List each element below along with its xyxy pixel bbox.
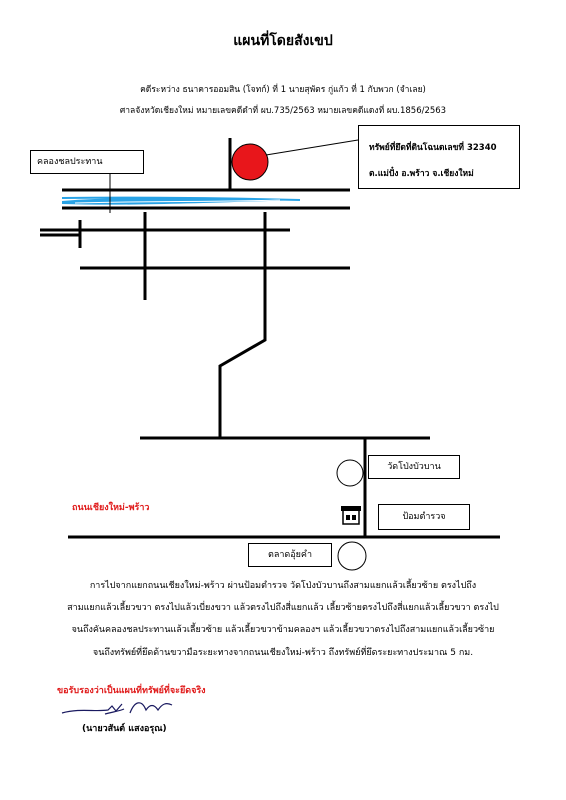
irrigation-canal: [62, 168, 350, 213]
directions-line-1: การไปจากแยกถนนเชียงใหม่-พร้าว ผ่านป้อมตำรวจ วัดโป่งบัวบานถึงสามแยกแล้วเลี้ยวซ้าย ตรงไปถึง: [89, 581, 477, 591]
property-leader-line: [266, 140, 358, 155]
temple-label: วัดโป่งบัวบาน: [368, 455, 460, 479]
directions-line-2: สามแยกแล้วเลี้ยวขวา ตรงไปแล้วเบี่ยงขวา แล้วตรงไปถึงสี่แยกแล้ว เลี้ยวซ้ายตรงไปถึงสี่แยกแล้วเลี้ยวขวา ตรงไป: [67, 603, 499, 613]
market-marker: [338, 542, 366, 570]
market-label: ตลาดอุ้ยคำ: [248, 543, 332, 567]
main-road-label: ถนนเชียงใหม่-พร้าว: [72, 503, 150, 513]
roads: [40, 212, 500, 537]
directions-line-4: จนถึงทรัพย์ที่ยึดด้านขวามือระยะทางจากถนนเชียงใหม่-พร้าว ถึงทรัพย์ที่ยึดระยะทางประมาณ 5 กม.: [92, 648, 474, 658]
map-title: แผนที่โดยสังเขป: [233, 33, 333, 49]
signature-mark: [62, 703, 172, 714]
property-marker: [232, 144, 268, 180]
police-label: ป้อมตำรวจ: [378, 504, 470, 530]
signer-name: (นายวสันต์ แสงอรุณ): [82, 724, 167, 734]
directions-line-3: จนถึงคันคลองชลประทานแล้วเลี้ยวซ้าย แล้วเลี้ยวขวาข้ามคลองฯ แล้วเลี้ยวขวาตรงไปถึงสามแยกแล้วเลี้ยวซ้าย: [71, 625, 495, 635]
property-label: [358, 125, 520, 189]
canal-label: คลองชลประทาน: [30, 150, 144, 174]
police-booth-icon: [341, 506, 361, 524]
certification-statement: ขอรับรองว่าเป็นแผนที่ทรัพย์ที่จะยึดจริง: [57, 686, 206, 696]
case-parties: คดีระหว่าง ธนาคารออมสิน (โจทก์) ที่ 1 นายสุพัตร กู่แก้ว ที่ 1 กับพวก (จำเลย): [140, 85, 426, 95]
case-numbers: ศาลจังหวัดเชียงใหม่ หมายเลขคดีดำที่ ผบ.735/2563 หมายเลขคดีแดงที่ ผบ.1856/2563: [119, 106, 447, 116]
temple-marker: [337, 460, 363, 486]
property-location: ต.แม่ปั๋ง อ.พร้าว จ.เชียงใหม่: [369, 169, 474, 179]
property-deed: ทรัพย์ที่ยึดที่ดินโฉนดเลขที่ 32340: [369, 143, 497, 153]
